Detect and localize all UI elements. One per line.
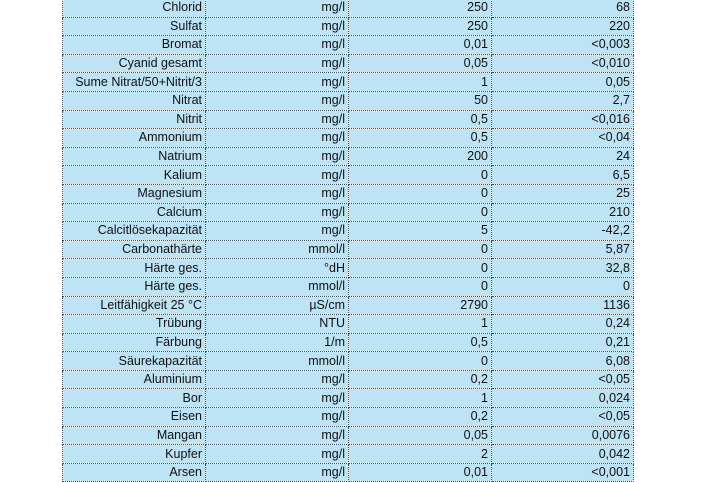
- table-row: [63, 333, 634, 352]
- measured-value-cell[interactable]: 210: [492, 203, 634, 222]
- limit-value-cell[interactable]: 1: [349, 73, 492, 92]
- unit-cell[interactable]: 1/m: [206, 333, 349, 352]
- unit-cell[interactable]: mg/l: [206, 408, 349, 427]
- table-row: [63, 259, 634, 278]
- parameter-cell[interactable]: Calcitlösekapazität: [63, 222, 206, 241]
- table-row: [63, 408, 634, 427]
- parameter-cell[interactable]: Sume Nitrat/50+Nitrit/3: [63, 73, 206, 92]
- unit-cell[interactable]: mg/l: [206, 184, 349, 203]
- parameter-cell[interactable]: Mangan: [63, 426, 206, 445]
- table-row: [63, 147, 634, 166]
- unit-cell[interactable]: mg/l: [206, 445, 349, 464]
- table-row: [63, 277, 634, 296]
- parameter-cell[interactable]: Bor: [63, 389, 206, 408]
- measured-value-cell[interactable]: <0,05: [492, 370, 634, 389]
- parameter-cell[interactable]: Färbung: [63, 333, 206, 352]
- unit-cell[interactable]: mg/l: [206, 17, 349, 36]
- parameter-cell[interactable]: Säurekapazität: [63, 352, 206, 371]
- unit-cell[interactable]: µS/cm: [206, 296, 349, 315]
- parameter-cell[interactable]: Eisen: [63, 408, 206, 427]
- parameter-cell[interactable]: Ammonium: [63, 129, 206, 148]
- measured-value-cell[interactable]: 220: [492, 17, 634, 36]
- unit-cell[interactable]: mg/l: [206, 389, 349, 408]
- unit-cell[interactable]: mg/l: [206, 147, 349, 166]
- limit-value-cell[interactable]: 0: [349, 259, 492, 278]
- parameter-cell[interactable]: Sulfat: [63, 17, 206, 36]
- measured-value-cell[interactable]: 2,7: [492, 91, 634, 110]
- measured-value-cell[interactable]: 0,21: [492, 333, 634, 352]
- unit-cell[interactable]: mmol/l: [206, 277, 349, 296]
- limit-value-cell[interactable]: 5: [349, 222, 492, 241]
- table-row: [63, 110, 634, 129]
- limit-value-cell[interactable]: 2: [349, 445, 492, 464]
- limit-value-cell[interactable]: 2790: [349, 296, 492, 315]
- limit-value-cell[interactable]: 50: [349, 91, 492, 110]
- measured-value-cell[interactable]: 25: [492, 184, 634, 203]
- parameter-cell[interactable]: Nitrit: [63, 110, 206, 129]
- table-row: [63, 17, 634, 36]
- table-row: [63, 0, 634, 17]
- parameter-cell[interactable]: Trübung: [63, 315, 206, 334]
- unit-cell[interactable]: mg/l: [206, 463, 349, 482]
- unit-cell[interactable]: mg/l: [206, 73, 349, 92]
- measured-value-cell[interactable]: 0,05: [492, 73, 634, 92]
- table-row: [63, 91, 634, 110]
- table-row: [63, 54, 634, 73]
- measured-value-cell[interactable]: 0,0076: [492, 426, 634, 445]
- limit-value-cell[interactable]: 0,05: [349, 426, 492, 445]
- parameter-cell[interactable]: Carbonathärte: [63, 240, 206, 259]
- limit-value-cell[interactable]: 250: [349, 0, 492, 17]
- limit-value-cell[interactable]: 0,01: [349, 36, 492, 55]
- parameter-cell[interactable]: Cyanid gesamt: [63, 54, 206, 73]
- limit-value-cell[interactable]: 0,5: [349, 129, 492, 148]
- table-row: [63, 166, 634, 185]
- parameter-cell[interactable]: Magnesium: [63, 184, 206, 203]
- limit-value-cell[interactable]: 0: [349, 203, 492, 222]
- unit-cell[interactable]: mg/l: [206, 166, 349, 185]
- parameter-cell[interactable]: Calcium: [63, 203, 206, 222]
- limit-value-cell[interactable]: 0: [349, 352, 492, 371]
- limit-value-cell[interactable]: 250: [349, 17, 492, 36]
- unit-cell[interactable]: NTU: [206, 315, 349, 334]
- limit-value-cell[interactable]: 0: [349, 166, 492, 185]
- unit-cell[interactable]: mg/l: [206, 222, 349, 241]
- limit-value-cell[interactable]: 0,2: [349, 408, 492, 427]
- table-row: [63, 352, 634, 371]
- unit-cell[interactable]: mg/l: [206, 36, 349, 55]
- unit-cell[interactable]: mg/l: [206, 91, 349, 110]
- measured-value-cell[interactable]: 6,08: [492, 352, 634, 371]
- parameter-cell[interactable]: Chlorid: [63, 0, 206, 17]
- table-row: [63, 315, 634, 334]
- unit-cell[interactable]: mg/l: [206, 110, 349, 129]
- parameter-cell[interactable]: Bromat: [63, 36, 206, 55]
- limit-value-cell[interactable]: 0,05: [349, 54, 492, 73]
- table-row: [63, 426, 634, 445]
- parameter-cell[interactable]: Nitrat: [63, 91, 206, 110]
- table-row: [63, 296, 634, 315]
- limit-value-cell[interactable]: 1: [349, 315, 492, 334]
- measured-value-cell[interactable]: -42,2: [492, 222, 634, 241]
- table-row: [63, 240, 634, 259]
- limit-value-cell[interactable]: 1: [349, 389, 492, 408]
- limit-value-cell[interactable]: 0,5: [349, 110, 492, 129]
- unit-cell[interactable]: mg/l: [206, 0, 349, 17]
- unit-cell[interactable]: mg/l: [206, 426, 349, 445]
- measured-value-cell[interactable]: <0,003: [492, 36, 634, 55]
- water-analysis-table: [62, 0, 634, 482]
- measured-value-cell[interactable]: 0,24: [492, 315, 634, 334]
- limit-value-cell[interactable]: 0,01: [349, 463, 492, 482]
- water-analysis-sheet: [62, 0, 633, 482]
- parameter-cell[interactable]: Leitfähigkeit 25 °C: [63, 296, 206, 315]
- unit-cell[interactable]: mmol/l: [206, 352, 349, 371]
- unit-cell[interactable]: mg/l: [206, 370, 349, 389]
- parameter-cell[interactable]: Natrium: [63, 147, 206, 166]
- measured-value-cell[interactable]: 0,042: [492, 445, 634, 464]
- limit-value-cell[interactable]: 0,5: [349, 333, 492, 352]
- measured-value-cell[interactable]: 6,5: [492, 166, 634, 185]
- table-row: [63, 222, 634, 241]
- table-row: [63, 389, 634, 408]
- table-body: [63, 0, 634, 482]
- limit-value-cell[interactable]: 0: [349, 277, 492, 296]
- parameter-cell[interactable]: Aluminium: [63, 370, 206, 389]
- unit-cell[interactable]: mg/l: [206, 203, 349, 222]
- parameter-cell[interactable]: Härte ges.: [63, 259, 206, 278]
- unit-cell[interactable]: °dH: [206, 259, 349, 278]
- measured-value-cell[interactable]: <0,05: [492, 408, 634, 427]
- table-row: [63, 184, 634, 203]
- measured-value-cell[interactable]: <0,010: [492, 54, 634, 73]
- table-row: [63, 463, 634, 482]
- table-row: [63, 129, 634, 148]
- measured-value-cell[interactable]: 0: [492, 277, 634, 296]
- measured-value-cell[interactable]: 0,024: [492, 389, 634, 408]
- measured-value-cell[interactable]: <0,04: [492, 129, 634, 148]
- parameter-cell[interactable]: Härte ges.: [63, 277, 206, 296]
- unit-cell[interactable]: mg/l: [206, 129, 349, 148]
- table-row: [63, 445, 634, 464]
- measured-value-cell[interactable]: <0,001: [492, 463, 634, 482]
- limit-value-cell[interactable]: 200: [349, 147, 492, 166]
- limit-value-cell[interactable]: 0,2: [349, 370, 492, 389]
- measured-value-cell[interactable]: 1136: [492, 296, 634, 315]
- measured-value-cell[interactable]: 68: [492, 0, 634, 17]
- table-row: [63, 36, 634, 55]
- unit-cell[interactable]: mmol/l: [206, 240, 349, 259]
- measured-value-cell[interactable]: 24: [492, 147, 634, 166]
- unit-cell[interactable]: mg/l: [206, 54, 349, 73]
- parameter-cell[interactable]: Arsen: [63, 463, 206, 482]
- table-row: [63, 203, 634, 222]
- parameter-cell[interactable]: Kupfer: [63, 445, 206, 464]
- measured-value-cell[interactable]: 5,87: [492, 240, 634, 259]
- measured-value-cell[interactable]: <0,016: [492, 110, 634, 129]
- limit-value-cell[interactable]: 0: [349, 240, 492, 259]
- table-row: [63, 370, 634, 389]
- table-row: [63, 73, 634, 92]
- parameter-cell[interactable]: Kalium: [63, 166, 206, 185]
- measured-value-cell[interactable]: 32,8: [492, 259, 634, 278]
- limit-value-cell[interactable]: 0: [349, 184, 492, 203]
